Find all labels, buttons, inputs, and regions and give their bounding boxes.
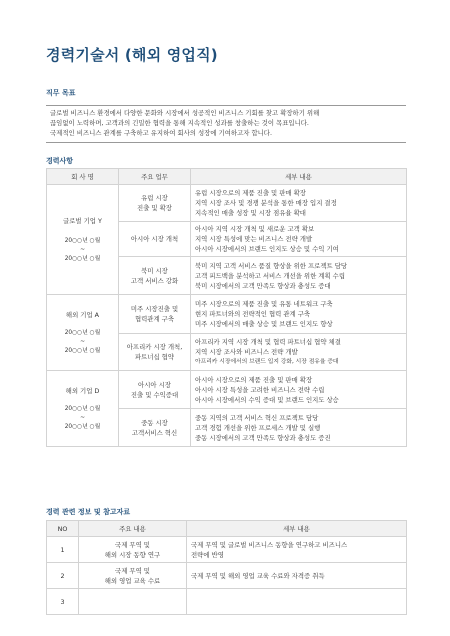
ref-title-line: 국제 무역 및 [115,540,150,549]
task-title-line: 고객 서비스 강화 [130,276,179,285]
detail-line: 아시아 시장으로의 제품 진출 및 판매 확장 [195,375,313,384]
ref-title [79,563,187,589]
ref-detail [187,589,407,615]
career-heading: 경력사항 [46,157,74,165]
detail-line: 아시아 시장에서의 브랜드 인지도 상승 및 수익 기여 [195,245,339,253]
table-row [47,295,407,334]
task-detail [191,295,407,334]
date-start: 20○○년 ○월 [64,405,101,412]
refs-col-detail: 세부 내용 [187,521,407,537]
refs-col-no: NO [47,521,79,537]
detail-line: 아시아 시장에서의 수익 증대 및 브랜드 인지도 상승 [195,395,339,404]
detail-line: 아프리카 시장에서의 브랜드 입지 강화, 시장 점유율 증대 [195,359,339,365]
task-title [119,295,191,334]
detail-line: 국제 무역 및 글로벌 비즈니스 동향을 연구하고 비즈니스 [191,540,348,549]
table-row [47,537,407,563]
task-title-line: 협력관계 구축 [134,315,175,323]
table-row [47,563,407,589]
ref-no: 3 [47,589,79,615]
task-title [119,409,191,447]
detail-line: 미주 시장으로의 제품 진출 및 유통 네트워크 구축 [195,300,333,308]
goal-line: 국제적인 비즈니스 관계를 구축하고 유지하여 회사의 성장에 기여하고자 합니다. [50,129,273,137]
ref-title [79,589,187,615]
career-col-detail: 세부 내용 [191,169,407,185]
date-separator: ~ [80,338,85,345]
career-col-company: 회 사 명 [47,169,119,185]
task-title-line: 북미 시장 [141,266,168,275]
task-detail [191,185,407,222]
ref-detail [187,563,407,589]
task-title [119,222,191,257]
goal-line: 끊임없이 노력하며, 고객과의 긴밀한 협력을 통해 지속적인 성과를 창출하는 것이 목표입니다. [50,119,309,127]
career-header-row [47,169,407,185]
goal-box [46,105,406,143]
date-end: 20○○년 ○월 [64,347,101,354]
detail-line: 북미 지역 고객 서비스 품질 향상을 위한 프로젝트 담당 [195,261,348,270]
task-detail [191,409,407,447]
date-separator: ~ [80,246,85,253]
ref-title-line: 해외 영업 교육 수료 [104,576,161,585]
task-title-line: 미주 시장진출 및 [130,305,179,313]
company-name: 글로벌 기업 Y [63,216,102,225]
company-name: 해외 기업 D [65,386,100,395]
career-table [46,168,407,447]
task-title [119,371,191,409]
task-title-line: 아시아 시장 개척 [130,235,179,243]
task-title [119,334,191,371]
detail-line: 지역 시장 특성에 맞는 비즈니스 전략 개발 [195,235,313,243]
detail-line: 고객 경험 개선을 위한 프로세스 개발 및 실행 [195,423,321,432]
table-row [47,185,407,222]
detail-line: 지역 시장 조사와 비즈니스 전략 개발 [195,348,298,356]
detail-line: 국제 무역 및 해외 영업 교육 수료와 자격증 취득 [191,571,325,580]
company-cell [47,185,119,295]
refs-col-title: 주요 내용 [79,521,187,537]
task-detail [191,222,407,257]
task-title [119,257,191,295]
task-title-line: 진출 및 확장 [137,204,172,212]
task-title-line: 중동 시장 [141,418,168,427]
detail-line: 북미 시장에서의 고객 만족도 향상과 충성도 증대 [195,281,331,290]
date-separator: ~ [80,414,85,421]
refs-table [46,520,407,615]
detail-line: 아시아 시장 특성을 고려한 비즈니스 전략 수립 [195,385,325,394]
date-start: 20○○년 ○월 [64,237,101,244]
detail-line: 고객 피드백을 분석하고 서비스 개선을 위한 계획 수립 [195,271,346,280]
ref-no: 2 [47,563,79,589]
task-title-line: 고객서비스 혁신 [131,428,178,437]
table-row [47,589,407,615]
detail-line: 현지 파트너와의 전략적인 협력 관계 구축 [195,310,311,318]
task-title-line: 아시아 시장 [138,380,171,389]
date-end: 20○○년 ○월 [64,423,101,430]
date-start: 20○○년 ○월 [64,329,101,336]
ref-title [79,537,187,563]
detail-line: 아시아 지역 시장 개척 및 새로운 고객 확보 [195,225,315,233]
goal-line: 글로벌 비즈니스 환경에서 다양한 문화와 시장에서 성공적인 비즈니스 기회를 찾고 확장하기 위해 [50,109,320,117]
goal-heading: 직무 목표 [46,89,76,97]
task-title-line: 파트너십 협약 [134,353,175,361]
table-row [47,371,407,409]
detail-line: 지속적인 매출 성장 및 시장 점유율 확대 [195,209,306,217]
company-cell [47,295,119,371]
task-title-line: 유럽 시장 [141,194,168,202]
refs-heading: 경력 관련 정보 및 참고자료 [46,508,131,516]
ref-detail [187,537,407,563]
task-title-line: 진출 및 수익증대 [130,390,179,399]
ref-title-line: 해외 시장 동향 연구 [104,550,161,559]
detail-line: 미주 시장에서의 매출 상승 및 브랜드 인지도 향상 [195,320,333,328]
detail-line: 지역 시장 조사 및 경쟁 분석을 통한 매장 입지 결정 [195,199,337,207]
detail-line: 유럽 시장으로의 제품 진출 및 판매 확장 [195,189,306,197]
page-title: 경력기술서 (해외 영업직) [46,46,218,64]
refs-header-row [47,521,407,537]
career-col-task: 주요 업무 [119,169,191,185]
task-title-line: 아프리카 시장 개척, [126,343,183,351]
company-name: 해외 기업 A [65,310,100,319]
detail-line: 중동 지역의 고객 서비스 혁신 프로젝트 담당 [195,413,319,422]
detail-line: 전략에 반영 [191,550,224,559]
ref-title-line: 국제 무역 및 [115,566,150,575]
task-detail [191,371,407,409]
company-cell [47,371,119,447]
task-title [119,185,191,222]
date-end: 20○○년 ○월 [64,255,101,262]
task-detail [191,334,407,371]
task-detail [191,257,407,295]
detail-line: 중동 시장에서의 고객 만족도 향상과 충성도 증진 [195,433,331,442]
ref-no: 1 [47,537,79,563]
detail-line: 아프리카 지역 시장 개척 및 협력 파트너십 협약 체결 [195,338,341,346]
